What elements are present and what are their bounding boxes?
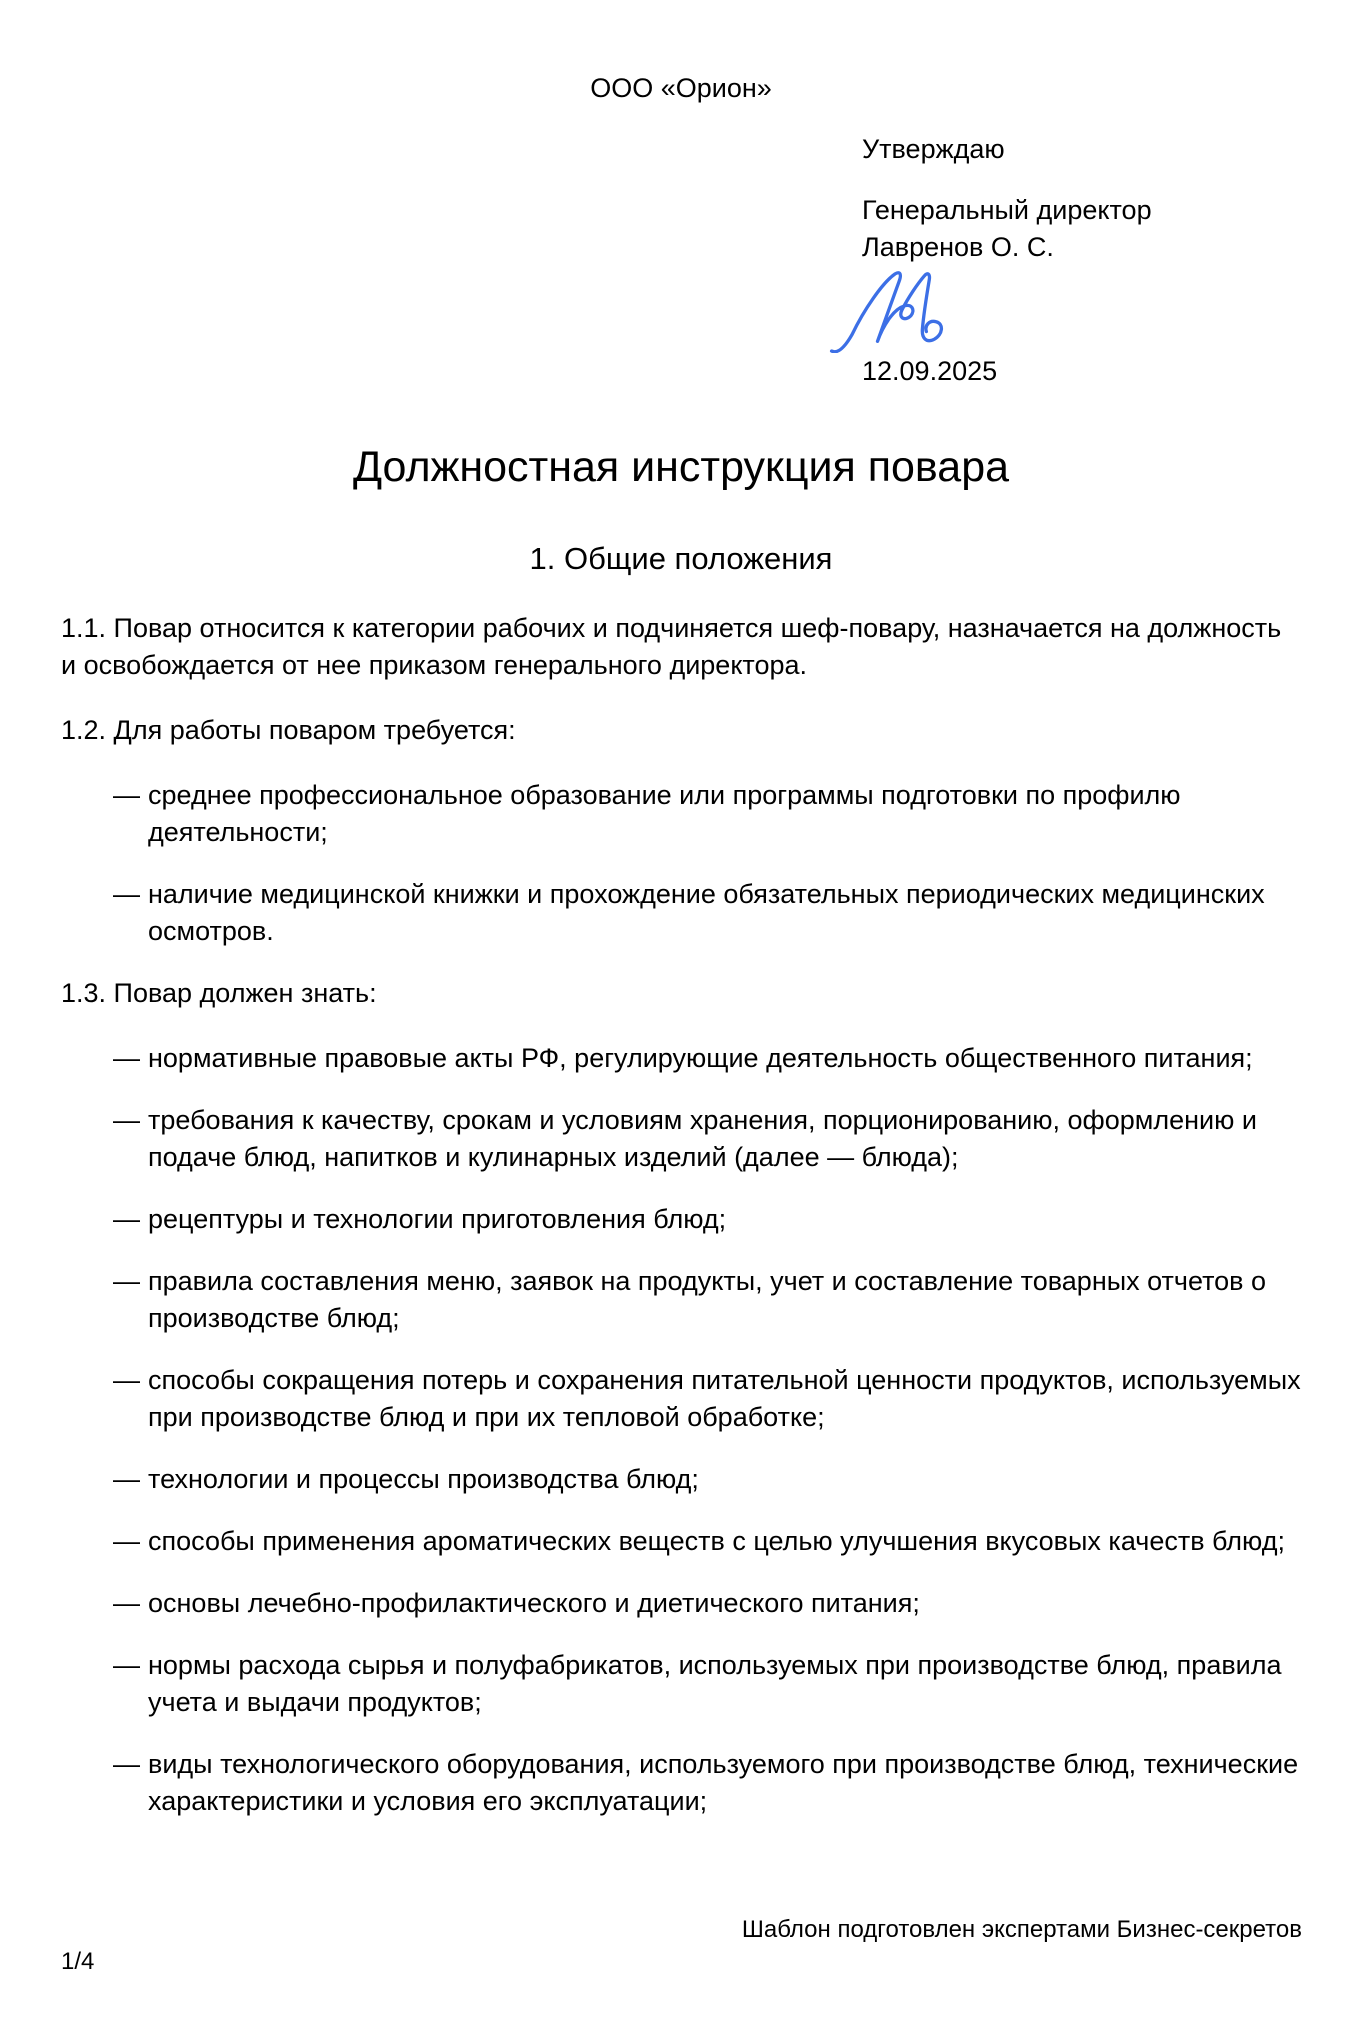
list-item (113, 1040, 1301, 1077)
bullet-dash-icon: — (113, 1588, 140, 1618)
list-item (113, 1746, 1301, 1820)
list-item-text: нормы расхода сырья и полуфабрикатов, используемых при производстве блюд, правила учета и выдачи продуктов; (148, 1650, 1282, 1717)
bullet-dash-icon: — (113, 1365, 140, 1395)
list-item-text: виды технологического оборудования, используемого при производстве блюд, технические характеристики и условия его эксплуатации; (148, 1749, 1299, 1816)
approval-date: 12.09.2025 (862, 356, 998, 386)
list-item-text: рецептуры и технологии приготовления блюд; (148, 1204, 727, 1234)
approval-block (862, 131, 1301, 390)
company-name: ООО «Орион» (590, 73, 772, 103)
approval-label: Утверждаю (862, 134, 1005, 164)
list-item (113, 1523, 1301, 1560)
bullet-dash-icon: — (113, 1749, 140, 1779)
list-item (113, 1263, 1301, 1337)
list-item (113, 876, 1301, 950)
list-item-text: требования к качеству, срокам и условиям хранения, порционированию, оформлению и подаче блюд, напитков и кулинарных изделий (далее — блюда); (148, 1105, 1257, 1172)
list-item-text: наличие медицинской книжки и прохождение обязательных периодических медицинских осмотров. (148, 879, 1265, 946)
bullet-dash-icon: — (113, 1043, 140, 1073)
bullet-dash-icon: — (113, 1266, 140, 1296)
list-item-text: правила составления меню, заявок на продукты, учет и составление товарных отчетов о производстве блюд; (148, 1266, 1267, 1333)
paragraph-1-3: 1.3. Повар должен знать: (61, 978, 377, 1008)
list-item-text: нормативные правовые акты РФ, регулирующие деятельность общественного питания; (148, 1043, 1253, 1073)
list-item-text: способы сокращения потерь и сохранения питательной ценности продуктов, используемых при производстве блюд и при их тепловой обработке; (148, 1365, 1301, 1432)
bullet-dash-icon: — (113, 879, 140, 909)
list-item (113, 777, 1301, 851)
bullet-dash-icon: — (113, 1105, 140, 1135)
signature-icon (825, 269, 1301, 353)
page-title: Должностная инструкция повара (352, 443, 1010, 491)
approver-title: Генеральный директор (862, 195, 1152, 225)
list-item (113, 1647, 1301, 1721)
bullet-dash-icon: — (113, 1526, 140, 1556)
list-item (113, 1461, 1301, 1498)
list-item-text: способы применения ароматических веществ с целью улучшения вкусовых качеств блюд; (148, 1526, 1285, 1556)
list-item-text: технологии и процессы производства блюд; (148, 1464, 699, 1494)
paragraph-1-1: 1.1. Повар относится к категории рабочих и подчиняется шеф-повару, назначается на должность и освобождается от нее приказом генерального директора. (61, 613, 1282, 680)
footer-note: Шаблон подготовлен экспертами Бизнес-секретов (741, 1916, 1302, 1943)
section-heading: 1. Общие положения (529, 541, 833, 576)
list-item (113, 1585, 1301, 1622)
paragraph-1-2: 1.2. Для работы поваром требуется: (61, 715, 516, 745)
list-item (113, 1102, 1301, 1176)
bullet-dash-icon: — (113, 1650, 140, 1680)
requirements-list (61, 777, 1301, 950)
bullet-dash-icon: — (113, 780, 140, 810)
page-number: 1/4 (61, 1948, 95, 1975)
bullet-dash-icon: — (113, 1204, 140, 1234)
list-item (113, 1362, 1301, 1436)
list-item-text: среднее профессиональное образование или программы подготовки по профилю деятельности; (148, 780, 1181, 847)
approver-name: Лавренов О. С. (862, 232, 1054, 262)
list-item-text: основы лечебно-профилактического и диетического питания; (148, 1588, 920, 1618)
list-item (113, 1201, 1301, 1238)
knowledge-list (61, 1040, 1301, 1820)
bullet-dash-icon: — (113, 1464, 140, 1494)
